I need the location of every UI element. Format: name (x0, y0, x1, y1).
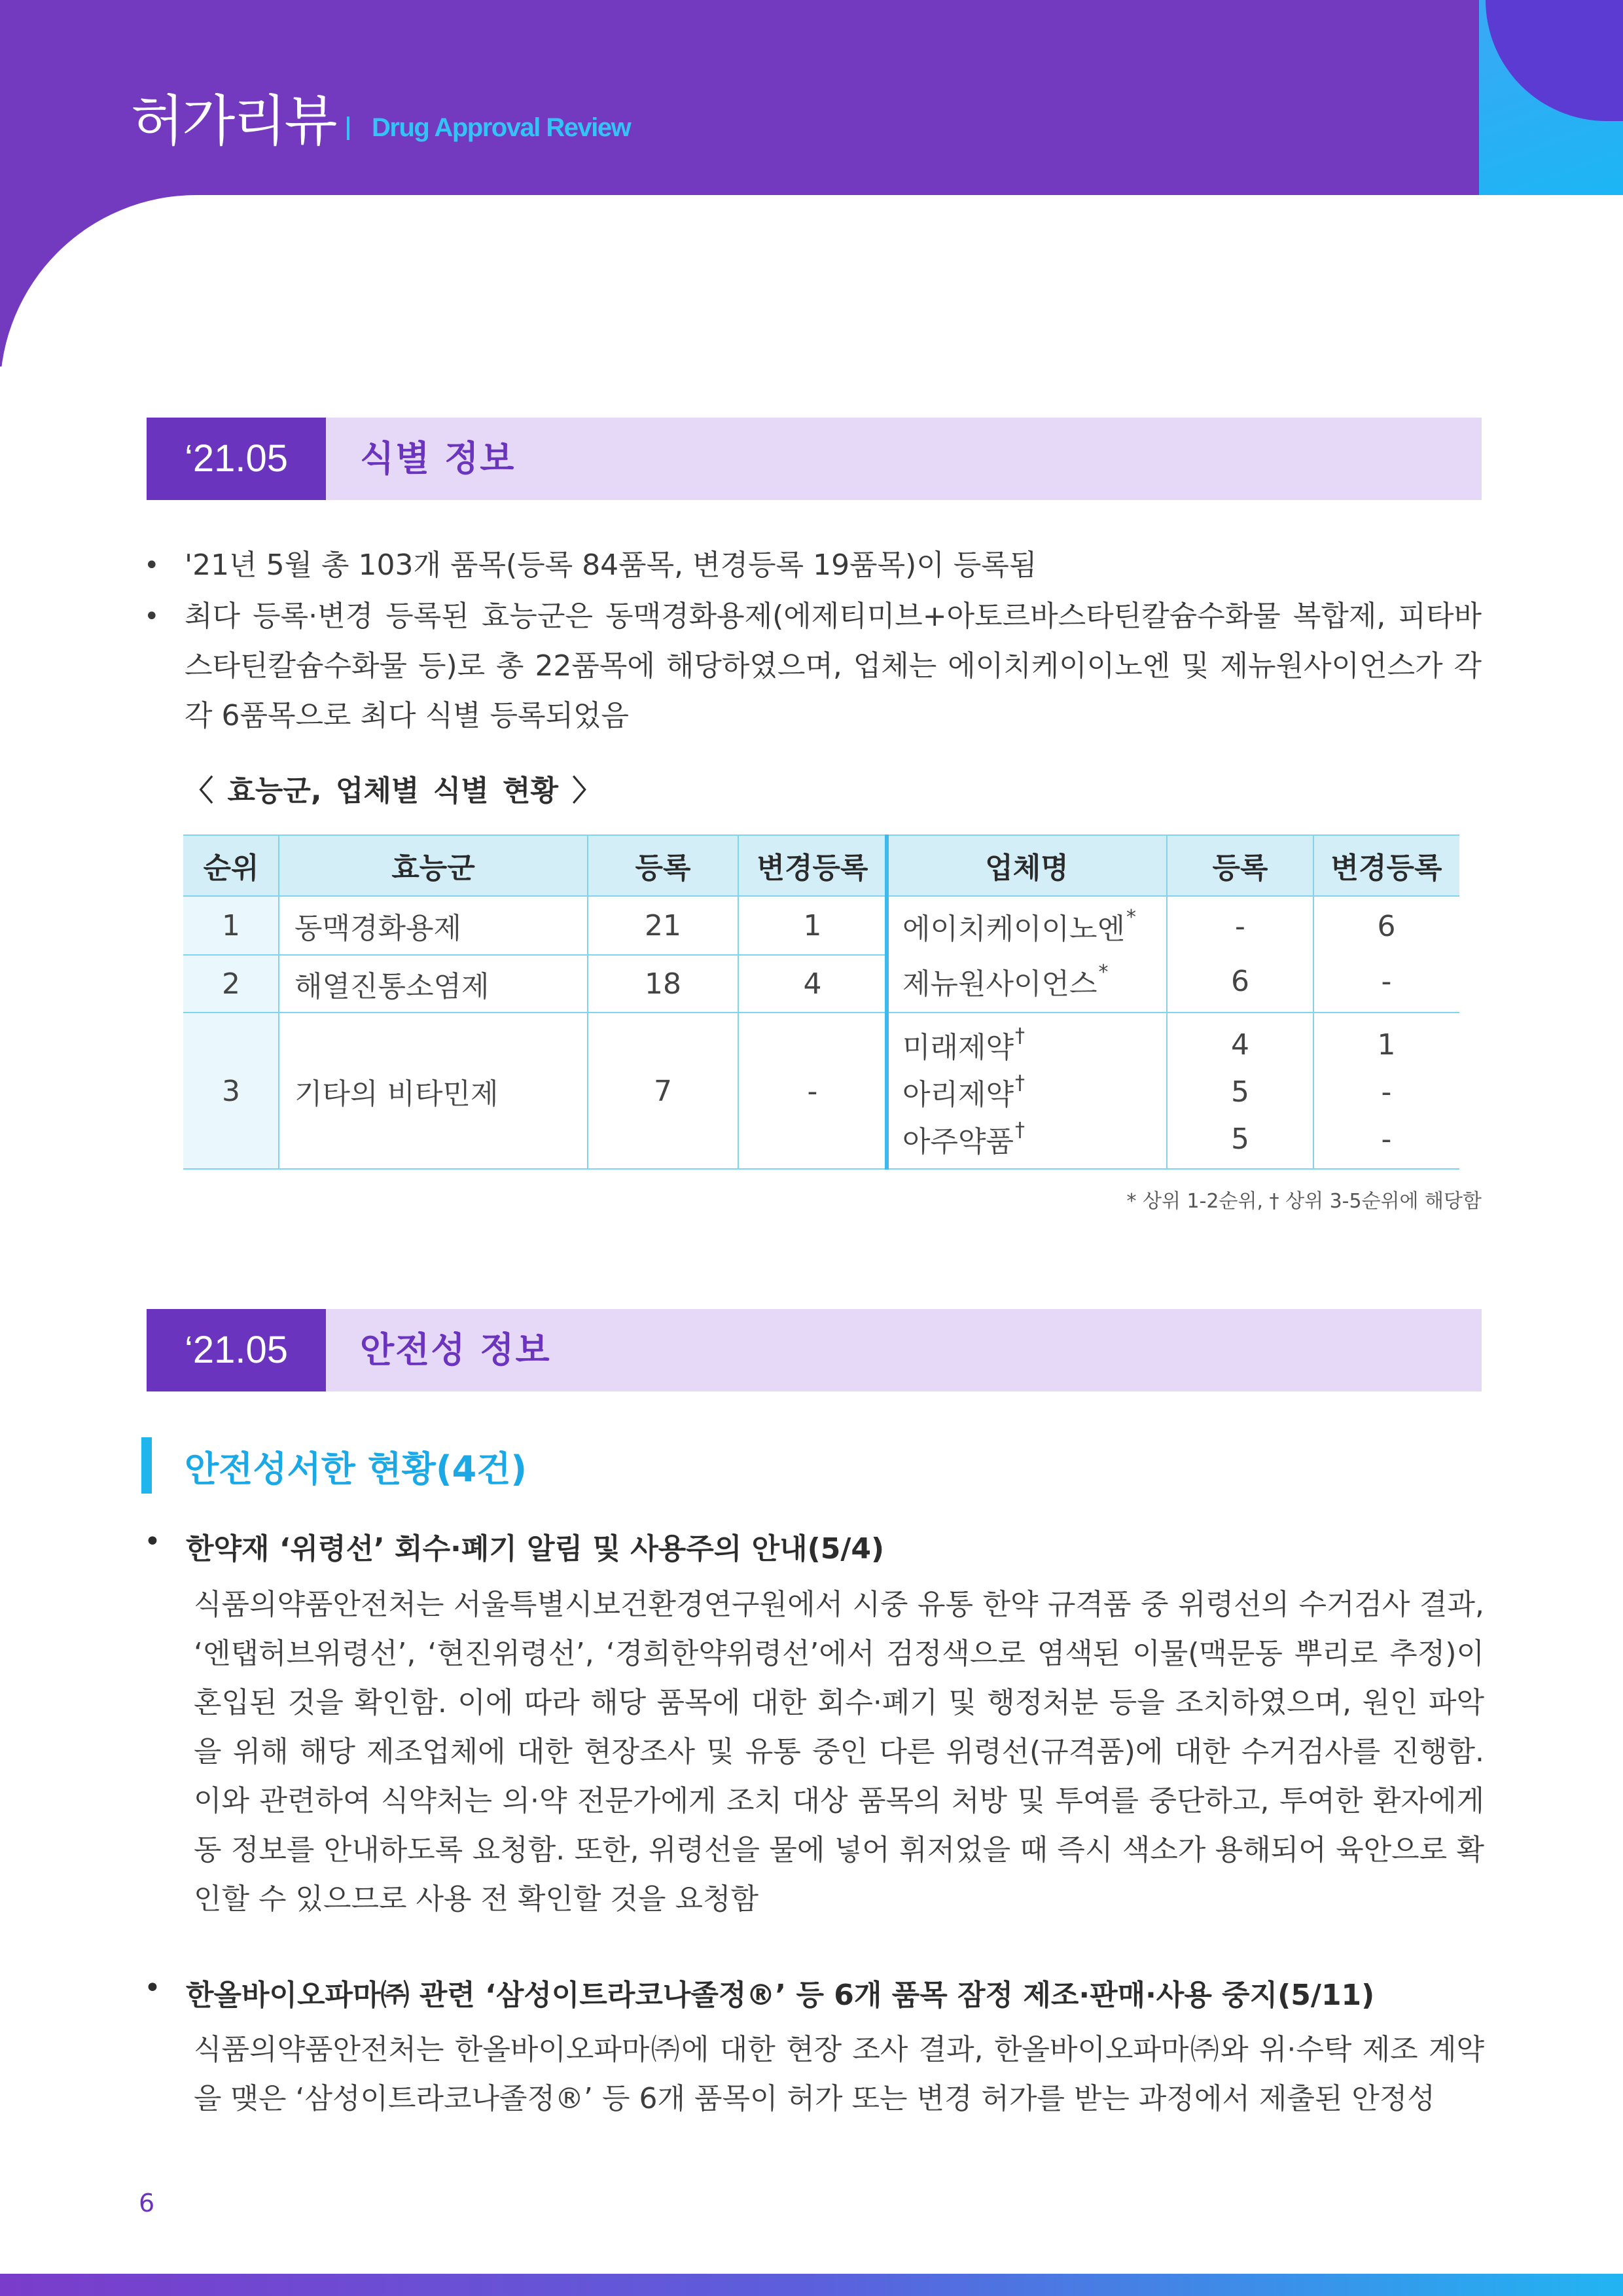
table-cell-reg: 7 (654, 1074, 672, 1108)
table-bottom-border (183, 1168, 1459, 1170)
company-mark: † (1015, 1118, 1026, 1141)
bullet-text: '21년 5월 총 103개 품목(등록 84품목, 변경등록 19품목)이 등록됨 (185, 548, 1037, 582)
company-name: 미래제약 (902, 1031, 1014, 1064)
table-cell-company-reg: - (1235, 909, 1245, 943)
table-footnote: * 상위 1-2순위, † 상위 3-5순위에 해당함 (1126, 1190, 1482, 1213)
table-header-cell: 업체명 (887, 834, 1167, 896)
table-cell-change: - (807, 1074, 818, 1108)
table-cell-rank: 2 (222, 967, 240, 1001)
section-identification-header (147, 418, 1482, 500)
company-name: 아주약품 (902, 1125, 1014, 1158)
section-safety-header (147, 1309, 1482, 1391)
safety-item-title-text: 한올바이오파마㈜ 관련 ‘삼성이트라코나졸정®’ 등 6개 품목 잠정 제조·판매·사용 중지(5/11) (186, 1979, 1375, 2012)
safety-item-body: 식품의약품안전처는 한올바이오파마㈜에 대한 현장 조사 결과, 한올바이오파마㈜와 위·수탁 제조 계약을 맺은 ‘삼성이트라코나졸정®’ 등 6개 품목이 허가 또는 변경 허가를 받는 과정에서 제출된 안정성 (194, 2033, 1484, 2115)
table-caption: 〈 효능군, 업체별 식별 현황 〉 (185, 774, 601, 808)
safety-item-title-text: 한약재 ‘위령선’ 회수·폐기 알림 및 사용주의 안내(5/4) (186, 1532, 885, 1566)
table-header-cell: 등록 (1167, 834, 1313, 896)
header-separator (347, 117, 349, 140)
table-column-border (1313, 834, 1314, 1170)
table-column-border (587, 834, 588, 1170)
table-cell-change: 1 (803, 908, 822, 942)
company-name: 아리제약 (902, 1078, 1014, 1111)
company-mark: † (1015, 1024, 1026, 1047)
bullet-dot: • (144, 550, 160, 581)
identification-table (183, 834, 1459, 1170)
table-cell-rank: 3 (222, 1074, 240, 1108)
table-header-cell: 효능군 (279, 834, 588, 896)
company-mark: * (1126, 905, 1137, 929)
table-cell-company-reg: 5 (1231, 1075, 1249, 1109)
table-cell-company-change: - (1381, 1122, 1392, 1156)
table-header-cell: 변경등록 (1313, 834, 1459, 896)
company-mark: * (1098, 960, 1109, 984)
safety-item-title (144, 1971, 1375, 2013)
table-cell-company (887, 1116, 1167, 1162)
table-column-border (738, 834, 739, 1170)
table-group-divider (885, 834, 889, 1170)
table-column-border (1166, 834, 1168, 1170)
table-cell-company-change: - (1381, 964, 1392, 998)
heading-text: 안전성서한 현황(4건) (185, 1448, 527, 1490)
table-top-border (183, 834, 1459, 836)
section-date: ‘21.05 (147, 1309, 326, 1391)
section-date: ‘21.05 (147, 418, 326, 500)
table-cell-rank: 1 (222, 908, 240, 942)
table-cell-class: 해열진통소염제 (294, 970, 490, 1003)
section-title: 식별 정보 (360, 438, 516, 479)
bullet-item (144, 541, 1487, 590)
table-cell-reg: 18 (645, 967, 681, 1001)
safety-item-title (144, 1525, 885, 1567)
table-cell-change: 4 (803, 967, 822, 1001)
table-cell-class: 기타의 비타민제 (294, 1077, 499, 1111)
heading-accent-bar (141, 1437, 152, 1494)
table-header-cell: 변경등록 (738, 834, 887, 896)
header-title-en: Drug Approval Review (372, 113, 631, 142)
page-number: 6 (139, 2189, 155, 2217)
table-cell-class: 동맥경화용제 (294, 912, 462, 945)
bottom-gradient-strip (0, 2274, 1623, 2296)
header-corner-decoration (1479, 0, 1623, 196)
table-cell-company (887, 1022, 1167, 1067)
table-cell-company-reg: 4 (1231, 1028, 1249, 1062)
table-cell-company-reg: 6 (1231, 964, 1249, 998)
table-cell-company (887, 1069, 1167, 1115)
table-column-border (278, 834, 279, 1170)
header-corner-circle (1486, 0, 1623, 121)
table-cell-company-change: 6 (1377, 909, 1396, 943)
table-header-cell: 등록 (588, 834, 738, 896)
bullet-text: 최다 등록·변경 등록된 효능군은 동맥경화용제(에제티미브+아토르바스타틴칼슘수화물 복합제, 피타바스타틴칼슘수화물 등)로 총 22품목에 해당하였으며, 업체는 에이치케이이노엔 및 제뉴원사이언스가 각각 6품목으로 최다 식별 등록되었음 (185, 600, 1482, 732)
table-header-cell: 순위 (183, 834, 279, 896)
section-title: 안전성 정보 (360, 1329, 551, 1371)
table-row-border (183, 1012, 1459, 1013)
table-header-border (183, 895, 1459, 897)
table-row-border (183, 954, 887, 956)
bullet-dot: • (144, 1971, 161, 2005)
table-cell-company-reg: 5 (1231, 1122, 1249, 1156)
table-cell-company-change: 1 (1377, 1028, 1396, 1062)
company-mark: † (1015, 1071, 1026, 1094)
company-name: 제뉴원사이언스 (902, 967, 1097, 1001)
bullet-dot: • (144, 1525, 161, 1558)
safety-item-body: 식품의약품안전처는 서울특별시보건환경연구원에서 시중 유통 한약 규격품 중 위령선의 수거검사 결과, ‘엔탭허브위령선’, ‘현진위령선’, ‘경희한약위령선’에서 검정색으로 염색된 이물(맥문동 뿌리로 추정)이 혼입된 것을 확인함. 이에 따라 해당 품목에 대한 회수·폐기 및 행정처분 등을 조치하였으며, 원인 파악을 위해 해당 제조업체에 대한 현장조사 및 유통 중인 다른 위령선(규격품)에 대한 수거검사를 진행함. 이와 관련하여 식약처는 의·약 전문가에게 조치 대상 품목의 처방 및 투여를 중단하고, 투여한 환자에게 동 정보를 안내하도록 요청함. 또한, 위령선을 물에 넣어 휘저었을 때 즉시 색소가 용해되어 육안으로 확인할 수 있으므로 사용 전 확인할 것을 요청함 (194, 1588, 1485, 1916)
table-cell-company (887, 896, 1167, 956)
table-cell-company (887, 950, 1167, 1013)
bullet-item (144, 592, 1482, 741)
company-name: 에이치케이이노엔 (902, 912, 1126, 946)
header-title-ko: 허가리뷰 (131, 89, 336, 153)
table-cell-reg: 21 (645, 908, 681, 942)
table-cell-company-change: - (1381, 1075, 1392, 1109)
bullet-dot: • (144, 601, 160, 632)
